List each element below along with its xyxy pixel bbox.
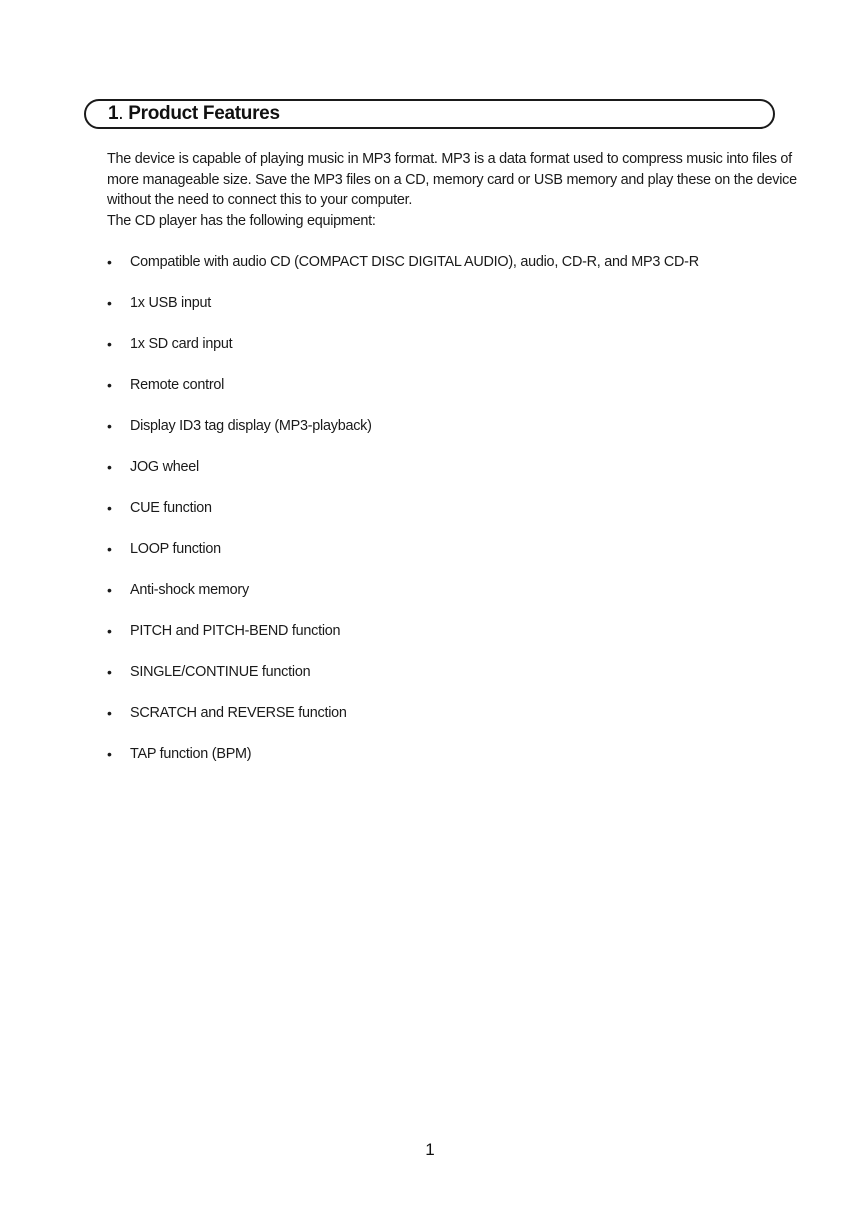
bullet-icon: • [107, 500, 112, 516]
bullet-icon: • [107, 623, 112, 639]
list-item [107, 662, 797, 703]
list-item [107, 744, 797, 785]
intro-paragraph: The device is capable of playing music in MP3 format. MP3 is a data format used to compress music into files of more manageable size. Save the MP3 files on a CD, memory card or USB memory and play these on the device without the need to connect this to your computer. [107, 151, 797, 209]
section-header [84, 99, 775, 129]
section-number: 1 [108, 103, 119, 124]
list-item [107, 539, 797, 580]
list-item [107, 416, 797, 457]
feature-list [107, 252, 797, 785]
intro-text [107, 149, 797, 232]
bullet-icon: • [107, 336, 112, 352]
bullet-icon: • [107, 254, 112, 270]
feature-text: CUE function [130, 500, 212, 516]
feature-text: LOOP function [130, 541, 221, 557]
section-title-text: Product Features [128, 103, 280, 124]
feature-text: Compatible with audio CD (COMPACT DISC DIGITAL AUDIO), audio, CD-R, and MP3 CD-R [130, 254, 699, 270]
bullet-icon: • [107, 459, 112, 475]
bullet-icon: • [107, 295, 112, 311]
bullet-icon: • [107, 377, 112, 393]
feature-text: 1x SD card input [130, 336, 233, 352]
list-item [107, 293, 797, 334]
list-item [107, 334, 797, 375]
section-title: 1. Product Features [108, 103, 280, 124]
feature-text: JOG wheel [130, 459, 199, 475]
list-item [107, 498, 797, 539]
bullet-icon: • [107, 582, 112, 598]
feature-text: 1x USB input [130, 295, 211, 311]
bullet-icon: • [107, 664, 112, 680]
feature-text: PITCH and PITCH-BEND function [130, 623, 341, 639]
feature-text: TAP function (BPM) [130, 746, 252, 762]
bullet-icon: • [107, 541, 112, 557]
list-item [107, 703, 797, 744]
bullet-icon: • [107, 418, 112, 434]
feature-text: SCRATCH and REVERSE function [130, 705, 347, 721]
intro-lead-in: The CD player has the following equipment: [107, 213, 376, 230]
list-item [107, 580, 797, 621]
page-number: 1 [425, 1140, 435, 1159]
bullet-icon: • [107, 746, 112, 762]
feature-text: Anti-shock memory [130, 582, 249, 598]
list-item [107, 621, 797, 662]
feature-text: Display ID3 tag display (MP3-playback) [130, 418, 372, 434]
bullet-icon: • [107, 705, 112, 721]
list-item [107, 252, 797, 293]
list-item [107, 375, 797, 416]
feature-text: Remote control [130, 377, 225, 393]
list-item [107, 457, 797, 498]
feature-text: SINGLE/CONTINUE function [130, 664, 311, 680]
